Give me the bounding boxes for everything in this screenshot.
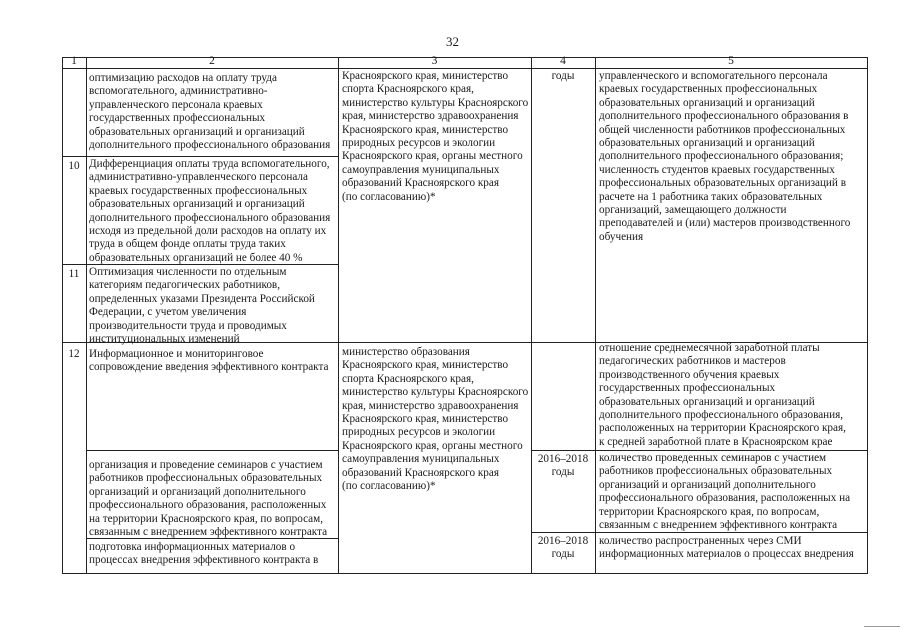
row-number: 10 — [68, 160, 80, 172]
page-number: 32 — [446, 34, 459, 49]
row-number: 11 — [68, 268, 80, 280]
term-cell: 2016–2018 годы — [537, 453, 589, 479]
table-rule — [62, 68, 868, 69]
task-cell: оптимизацию расходов на оплату труда вспомогательного, административно- управленческого персонала краевых государственных профессиональных образовательных организаций и организаций дополнительного профессионального образования — [89, 72, 331, 152]
table-rule — [867, 57, 868, 574]
executors-cell: Красноярского края, министерство спорта Красноярского края, министерство культуры Красноярского края, министерство здравоохранения Красноярского края, министерство природных ресурсов и экологии Красноярского края, органы местного самоуправления муниципальных образований Красноярского края (по согласованию)* — [342, 70, 529, 203]
indicator-cell: количество распространенных через СМИ информационных материалов о процессах внедрения — [599, 535, 854, 561]
table-rule — [86, 450, 338, 451]
header-col-5: 5 — [728, 55, 734, 67]
scan-edge-mark — [864, 626, 900, 628]
header-col-1: 1 — [71, 55, 77, 67]
indicator-cell: отношение среднемесячной заработной платы педагогических работников и мастеров производственного обучения краевых государственных профессиональных образовательных организаций и организаций дополнительного профессионального образования, расположенных на территории Красноярского края, к средней заработной плате в Красноярском крае — [599, 342, 846, 448]
row-number: 12 — [68, 348, 80, 360]
table-rule — [86, 57, 87, 574]
executors-cell: министерство образования Красноярского края, министерство спорта Красноярского края, министерство культуры Красноярского края, министерство здравоохранения Красноярского края, министерство природных ресурсов и экологии Красноярского края, органы местного самоуправления муниципальных образований Красноярского края (по согласованию)* — [342, 346, 529, 493]
term-cell: годы — [551, 70, 575, 82]
task-cell: Оптимизация численности по отдельным категориям педагогических работников, определенных указами Президента Российской Федерации, с учетом увеличения производительности труда и проводимых институциональных изменений — [89, 266, 315, 346]
task-cell: Информационное и мониторинговое сопровождение введения эффективного контракта — [89, 348, 329, 374]
indicator-cell: управленческого и вспомогательного персонала краевых государственных профессиональных образовательных организаций и организаций дополнительного профессионального образования в общей численности работников профессиональных образовательных организаций и организаций дополнительного профессионального образования; численность студентов краевых государственных профессиональных образовательных организаций в расчете на 1 работника таких образовательных организаций, замещающего должности преподавателей и (или) мастеров производственного обучения — [599, 70, 851, 243]
indicator-cell: количество проведенных семинаров с участием работников профессиональных образовательных организаций и организаций дополнительного профессионального образования, расположенных на территории Красноярского края, по вопросам, связанным с внедрением эффективного контракта — [599, 452, 851, 532]
header-col-3: 3 — [431, 55, 438, 67]
table-rule — [595, 57, 596, 574]
table-rule — [338, 57, 339, 574]
task-cell: организация и проведение семинаров с участием работников профессиональных образовательных организаций и организаций дополнительного профессионального образования, расположенных на территории Красноярского края, по вопросам, связанным с внедрением эффективного контракта — [89, 459, 328, 539]
header-col-2: 2 — [209, 55, 215, 67]
table-rule — [62, 573, 868, 574]
measures-table — [62, 57, 868, 574]
header-col-4: 4 — [560, 55, 566, 67]
term-cell: 2016–2018 годы — [537, 535, 589, 561]
table-rule — [531, 57, 532, 574]
table-rule — [62, 57, 63, 574]
task-cell: Дифференциация оплаты труда вспомогательного, административно-управленческого персонала краевых государственных профессиональных образовательных организаций и организаций дополнительного профессионального образования исходя из предельной доли расходов на оплату их труда в общем фонде оплаты труда таких образовательных организаций не более 40 % — [89, 158, 331, 264]
table-rule — [531, 450, 868, 451]
table-rule — [62, 156, 338, 157]
task-cell: подготовка информационных материалов о процессах внедрения эффективного контракта в — [89, 541, 319, 567]
